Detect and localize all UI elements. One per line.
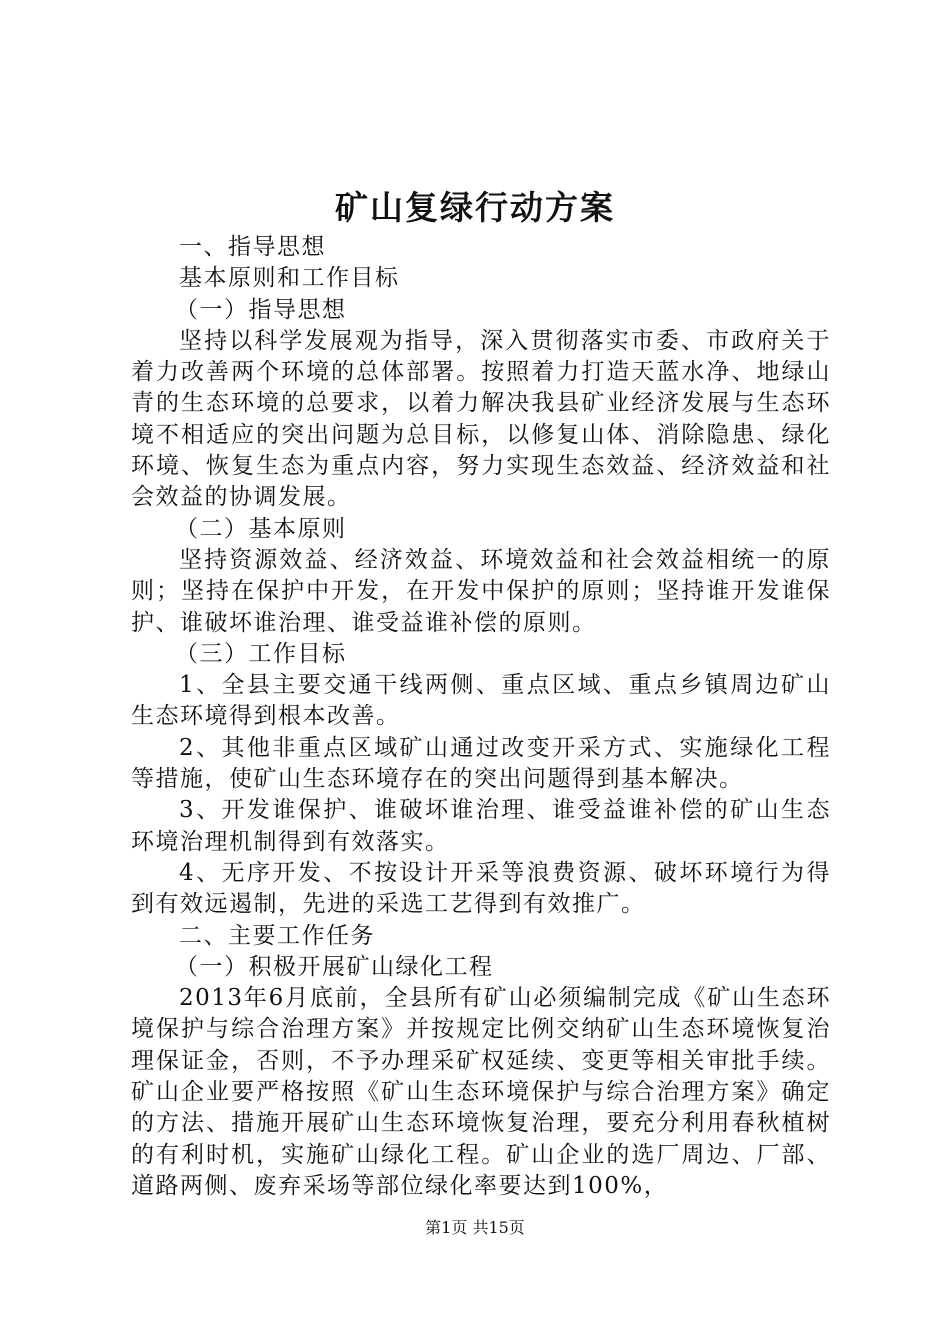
document-title: 矿山复绿行动方案: [335, 188, 615, 227]
paragraph-guiding-ideology: 坚持以科学发展观为指导，深入贯彻落实市委、市政府关于着力改善两个环境的总体部署。按照着力打造天蓝水净、地绿山青的生态环境的总要求，以着力解决我县矿业经济发展与生态环境不相适应的突出问题为总目标，以修复山体、消除隐患、绿化环境、恢复生态为重点内容，努力实现生态效益、经济效益和社会效益的协调发展。: [131, 327, 831, 511]
goal-item-2: 2、其他非重点区域矿山通过改变开采方式、实施绿化工程等措施，使矿山生态环境存在的突出问题得到基本解决。: [131, 734, 831, 793]
section-heading-guiding-ideology: 一、指导思想: [179, 234, 326, 260]
goal-item-3: 3、开发谁保护、谁破坏谁治理、谁受益谁补偿的矿山生态环境治理机制得到有效落实。: [131, 797, 831, 855]
section-heading-main-tasks: 二、主要工作任务: [179, 922, 375, 949]
section-subheading-principles-goals: 基本原则和工作目标: [179, 265, 400, 292]
subsection-heading-2: （二）基本原则: [175, 515, 347, 542]
paragraph-greening-project: 2013年6月底前，全县所有矿山必须编制完成《矿山生态环境保护与综合治理方案》并按规定比例交纳矿山生态环境恢复治理保证金，否则，不予办理采矿权延续、变更等相关审批手续。矿山企业要严格按照《矿山生态环境保护与综合治理方案》确定的方法、措施开展矿山生态环境恢复治理，要充分利用春秋植树的有利时机，实施矿山绿化工程。矿山企业的选厂周边、厂部、道路两侧、废弃采场等部位绿化率要达到100%，: [131, 985, 831, 1199]
page-number-footer: 第1页 共15页: [425, 1218, 525, 1237]
subsection-heading-1: （一）指导思想: [175, 296, 347, 323]
document-body: [131, 232, 831, 1202]
paragraph-basic-principles: 坚持资源效益、经济效益、环境效益和社会效益相统一的原则；坚持在保护中开发，在开发中保护的原则；坚持谁开发谁保护、谁破坏谁治理、谁受益谁补偿的原则。: [131, 546, 831, 636]
goal-item-1: 1、全县主要交通干线两侧、重点区域、重点乡镇周边矿山生态环境得到根本改善。: [131, 672, 831, 730]
goal-item-4: 4、无序开发、不按设计开采等浪费资源、破坏环境行为得到有效远遏制，先进的采选工艺得到有效推广。: [131, 859, 831, 918]
subsection-heading-greening: （一）积极开展矿山绿化工程: [175, 953, 494, 980]
subsection-heading-3: （三）工作目标: [175, 640, 347, 667]
